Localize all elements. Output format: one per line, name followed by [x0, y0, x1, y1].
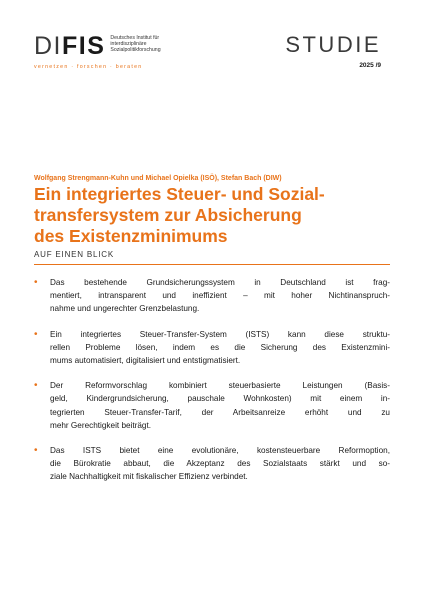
logo-fis: FIS	[62, 32, 106, 60]
text-line: mentiert, intransparent und ineffizient – mit hoher Nichtinanspruch-	[50, 291, 390, 301]
text-line: ziale Nachhaltigkeit mit fiskalischer Effizienz verbindet.	[50, 472, 248, 482]
text-line: nahme und ungerechter Grenzbelastung.	[50, 304, 200, 314]
issue-number: 2025 /9	[359, 62, 381, 69]
section-heading: AUF EINEN BLICK	[34, 250, 115, 259]
orange-divider	[34, 264, 390, 265]
summary-text	[50, 444, 390, 484]
summary-item	[34, 276, 390, 316]
authors: Wolfgang Strengmann-Kuhn und Michael Opielka (ISÖ), Stefan Bach (DIW)	[34, 175, 282, 182]
bullet-icon: •	[34, 328, 38, 340]
logo-subtitle-line: Deutsches Institut für	[110, 35, 160, 41]
difis-logo	[34, 34, 161, 60]
bullet-icon: •	[34, 380, 38, 392]
title-line: des Existenzminimums	[34, 226, 228, 246]
text-line: geld, Kindergrundsicherung, pauschale Wohnkosten) mit einem in-	[50, 394, 390, 404]
summary-item	[34, 379, 390, 432]
logo-subtitle-line: Sozialpolitikforschung	[110, 47, 161, 54]
document-type: STUDIE	[285, 32, 381, 57]
title-line: Ein integriertes Steuer- und Sozial-	[34, 184, 325, 204]
text-line: Das ISTS bietet eine evolutionäre, kostensteuerbare Reformoption,	[50, 446, 390, 456]
text-line: rellen Probleme lösen, indem es die Sicherung des Existenzmini-	[50, 342, 390, 352]
page-title	[34, 184, 394, 247]
text-line: tegrierten Steuer-Transfer-Tarif, der Arbeitsanreize erhöht und zu	[50, 407, 390, 417]
summary-text	[50, 328, 390, 368]
text-line: mums automatisiert, digitalisiert und entstigmatisiert.	[50, 356, 241, 366]
tagline: vernetzen · forschen · beraten	[34, 64, 143, 70]
summary-item	[34, 328, 390, 368]
summary-text	[50, 276, 390, 316]
text-line: Das bestehende Grundsicherungssystem in Deutschland ist frag-	[50, 278, 390, 287]
text-line: die Bürokratie abbaut, die Akzeptanz des Sozialstaats stärkt und so-	[50, 459, 390, 469]
summary-list	[34, 276, 390, 496]
bullet-icon: •	[34, 277, 38, 288]
text-line: Der Reformvorschlag kombiniert steuerbasierte Leistungen (Basis-	[50, 381, 390, 391]
text-line: Ein integriertes Steuer-Transfer-System (ISTS) kann diese struktu-	[50, 329, 390, 339]
logo-wordmark	[34, 34, 105, 58]
summary-text	[50, 379, 390, 432]
logo-di: DI	[34, 32, 62, 60]
logo-subtitle-line: interdisziplinäre	[110, 41, 147, 48]
text-line: mehr Gerechtigkeit beiträgt.	[50, 420, 152, 430]
summary-item	[34, 444, 390, 484]
logo-subtitle	[110, 35, 160, 54]
title-line: transfersystem zur Absicherung	[34, 205, 302, 225]
bullet-icon: •	[34, 445, 38, 457]
